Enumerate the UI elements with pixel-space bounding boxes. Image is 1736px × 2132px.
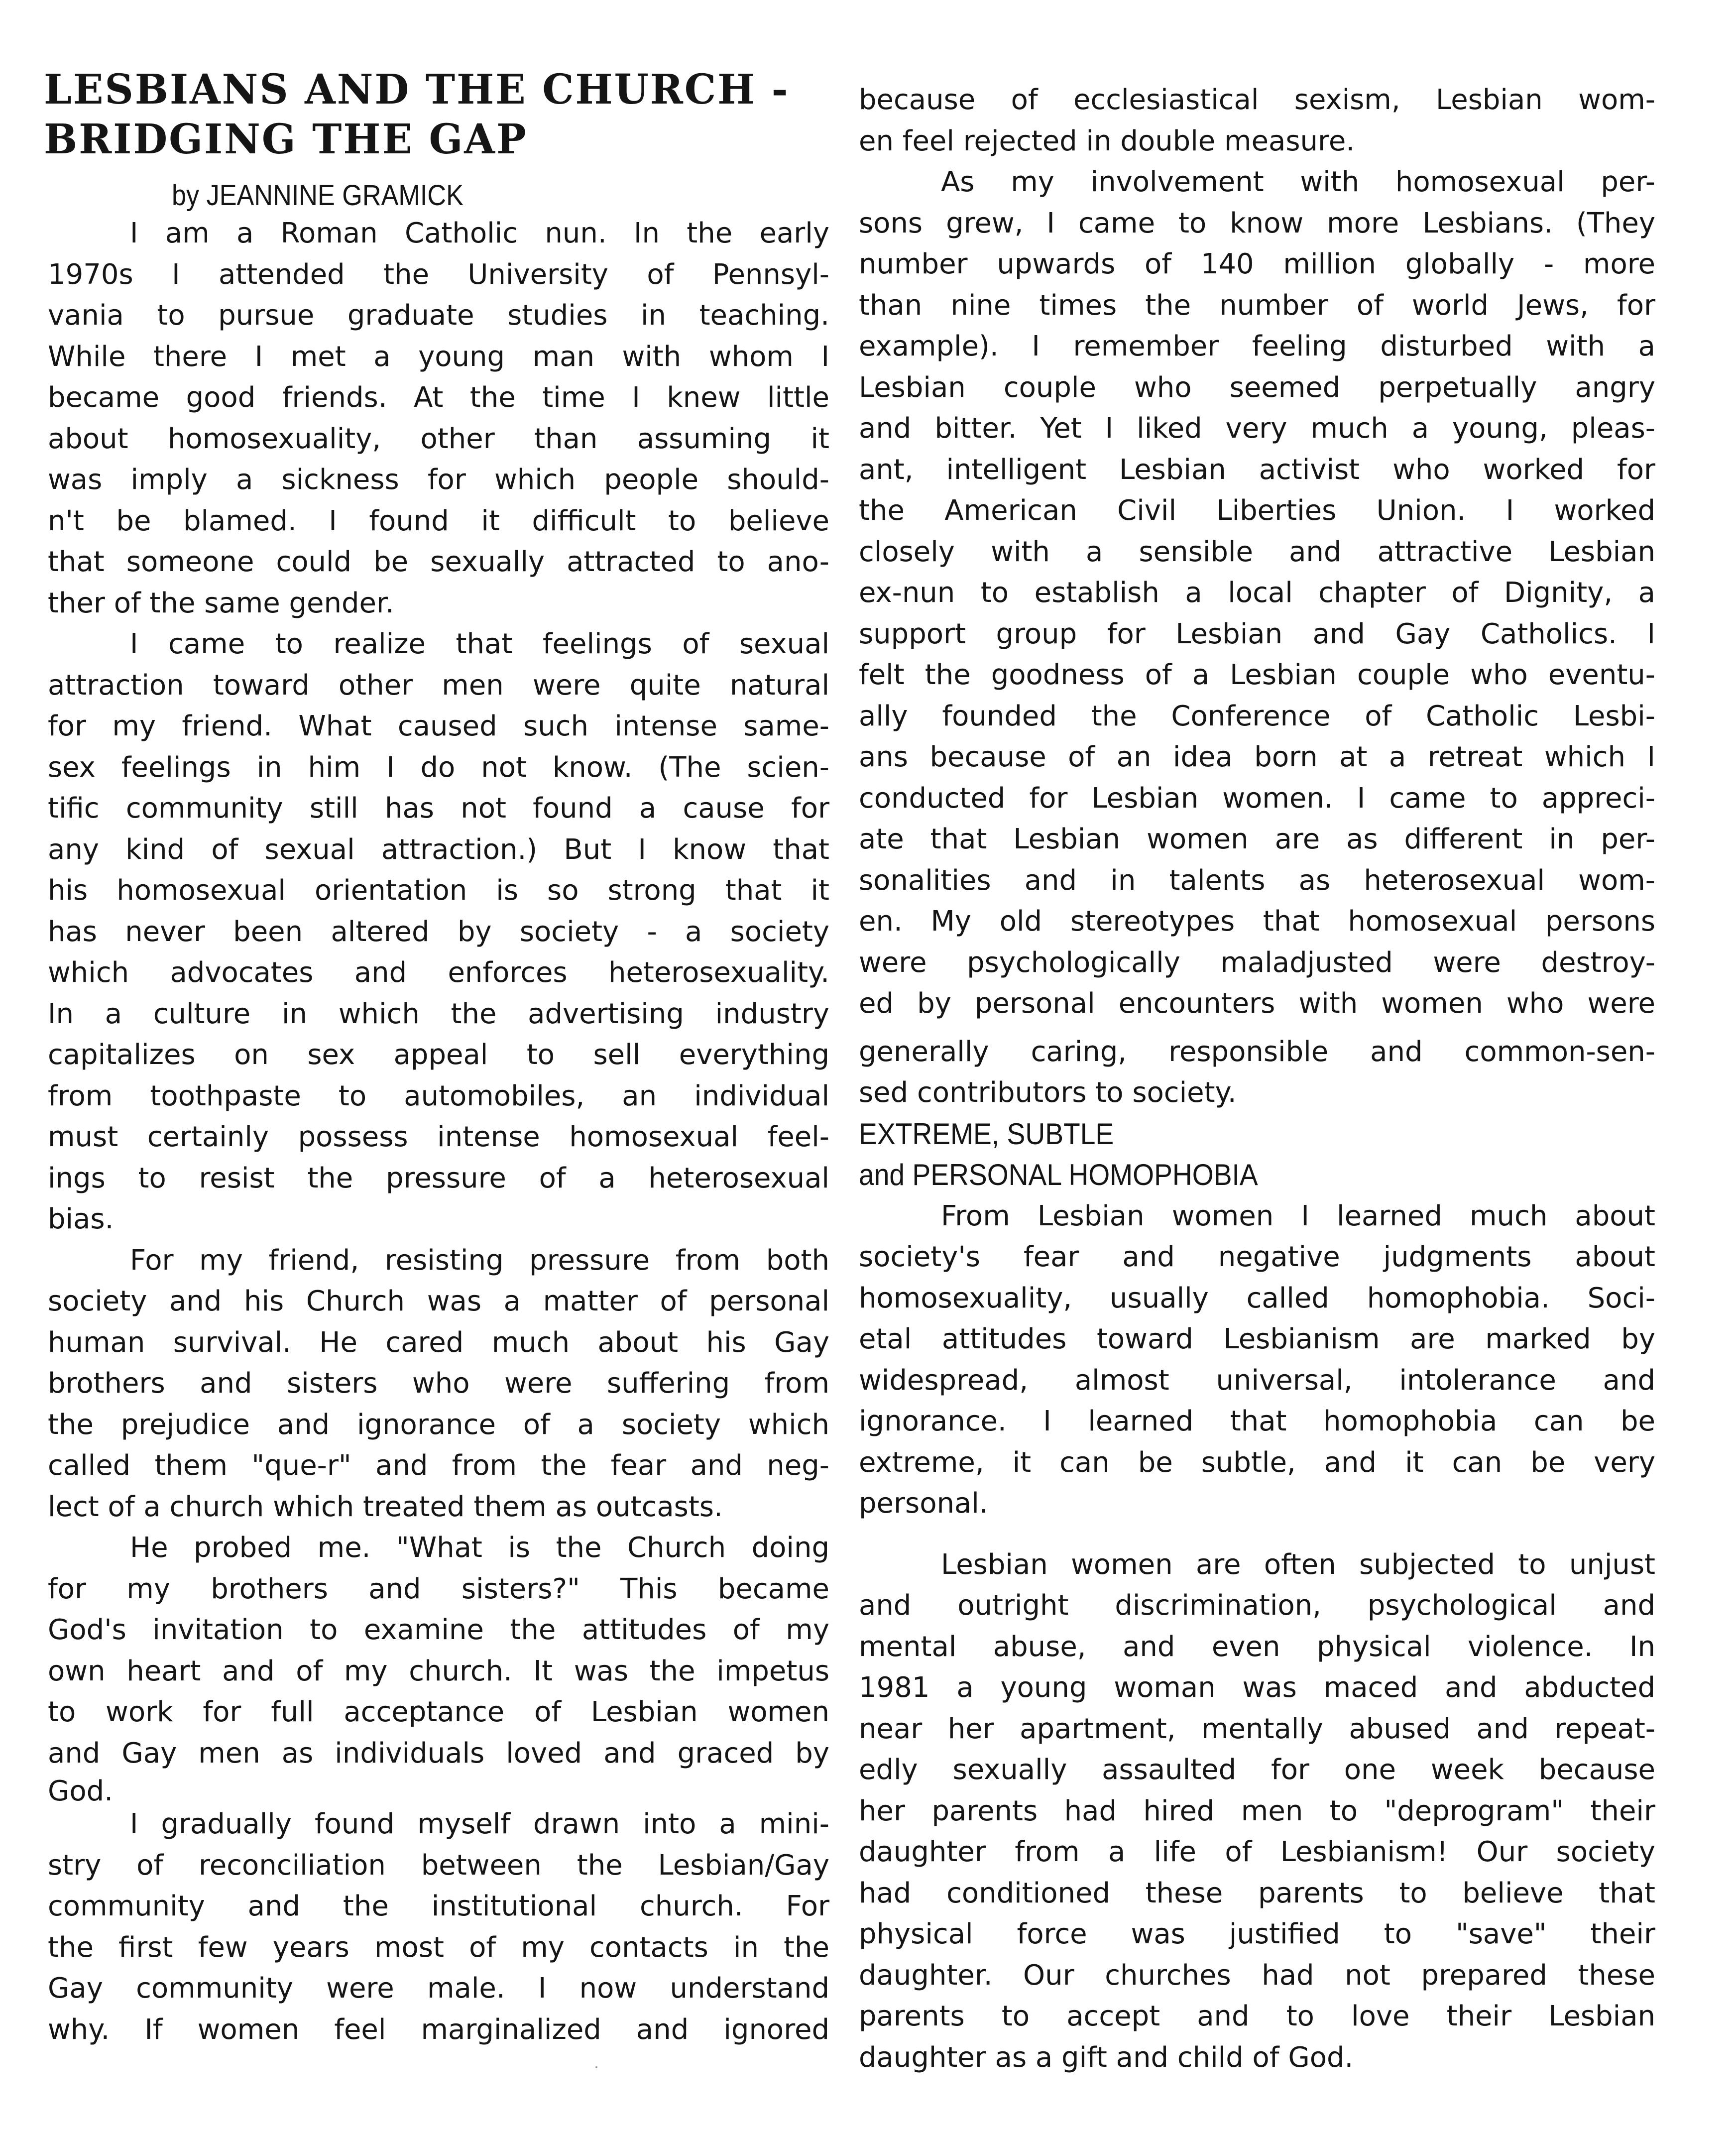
- text-line: and Gay men as individuals loved and graced by: [48, 1737, 829, 1770]
- text-line: brothers and sisters who were suffering from: [48, 1367, 829, 1400]
- text-line: the prejudice and ignorance of a society which: [48, 1408, 829, 1441]
- text-line: that someone could be sexually attracted to ano-: [48, 546, 829, 578]
- paragraph: [859, 1544, 1655, 2079]
- text-line: capitalizes on sex appeal to sell everything: [48, 1039, 829, 1071]
- text-line: sonalities and in talents as heterosexual wom-: [859, 864, 1655, 897]
- text-line: From Lesbian women I learned much about: [941, 1199, 1655, 1232]
- text-line: stry of reconciliation between the Lesbian/Gay: [48, 1849, 829, 1882]
- text-line: Gay community were male. I now understand: [48, 1972, 829, 2005]
- right-column: [859, 80, 1655, 2078]
- spacer: [859, 1525, 1655, 1544]
- text-line: own heart and of my church. It was the impetus: [48, 1655, 829, 1687]
- paragraph: [48, 213, 829, 624]
- text-line: and outright discrimination, psychological and: [859, 1589, 1655, 1622]
- text-line: ate that Lesbian women are as different in per-: [859, 823, 1655, 855]
- text-line: While there I met a young man with whom I: [48, 340, 829, 373]
- paragraph: [48, 1240, 829, 1528]
- text-line: because of ecclesiastical sexism, Lesbian wom-: [859, 84, 1655, 116]
- text-line: must certainly possess intense homosexual feel-: [48, 1121, 829, 1153]
- text-line: her parents had hired men to "deprogram" their: [859, 1794, 1655, 1827]
- paragraph: [859, 1196, 1655, 1525]
- text-line: closely with a sensible and attractive Lesbian: [859, 535, 1655, 568]
- text-line: was imply a sickness for which people should-: [48, 464, 829, 496]
- text-line: ant, intelligent Lesbian activist who worked for: [859, 453, 1655, 486]
- text-line: the first few years most of my contacts in the: [48, 1931, 829, 1964]
- text-line: community and the institutional church. For: [48, 1890, 829, 1922]
- text-line: felt the goodness of a Lesbian couple who eventu-: [859, 659, 1655, 691]
- text-line: society's fear and negative judgments about: [859, 1241, 1655, 1273]
- text-line: any kind of sexual attraction.) But I know that: [48, 833, 829, 866]
- text-line: example). I remember feeling disturbed with a: [859, 330, 1655, 362]
- text-line: human survival. He cared much about his Gay: [48, 1326, 829, 1359]
- text-line: etal attitudes toward Lesbianism are marked by: [859, 1323, 1655, 1355]
- text-line: I gradually found myself drawn into a mini-: [130, 1808, 829, 1840]
- text-line: support group for Lesbian and Gay Catholics. I: [859, 617, 1655, 650]
- text-line: As my involvement with homosexual per-: [941, 166, 1655, 198]
- text-line: daughter as a gift and child of God.: [859, 2041, 1354, 2074]
- text-line: for my brothers and sisters?" This became: [48, 1572, 829, 1605]
- text-line: from toothpaste to automobiles, an individual: [48, 1079, 829, 1112]
- text-line: had conditioned these parents to believe that: [859, 1877, 1655, 1909]
- text-line: In a culture in which the advertising industry: [48, 997, 829, 1030]
- paragraph: [859, 80, 1655, 162]
- text-line: conducted for Lesbian women. I came to appreci-: [859, 782, 1655, 815]
- text-line: 1970s I attended the University of Pennsyl-: [48, 258, 829, 291]
- paragraph: [859, 162, 1655, 1114]
- article-byline: by JEANNINE GRAMICK: [172, 179, 463, 212]
- text-line: Lesbian couple who seemed perpetually angry: [859, 371, 1655, 404]
- text-line: called them "que-r" and from the fear and neg-: [48, 1449, 829, 1482]
- text-line: personal.: [859, 1487, 988, 1520]
- spacer: [859, 1025, 1655, 1032]
- text-line: the American Civil Liberties Union. I worked: [859, 494, 1655, 527]
- text-line: for my friend. What caused such intense same-: [48, 710, 829, 742]
- text-line: physical force was justified to "save" their: [859, 1918, 1655, 1950]
- text-line: and bitter. Yet I liked very much a young, pleas-: [859, 412, 1655, 445]
- text-line: daughter from a life of Lesbianism! Our society: [859, 1836, 1655, 1868]
- left-column: [48, 213, 829, 2050]
- text-line: God's invitation to examine the attitudes of my: [48, 1614, 829, 1646]
- text-line: en feel rejected in double measure.: [859, 124, 1355, 157]
- text-line: en. My old stereotypes that homosexual persons: [859, 905, 1655, 938]
- text-line: He probed me. "What is the Church doing: [130, 1532, 829, 1564]
- subheading-line: EXTREME, SUBTLE: [859, 1117, 1114, 1151]
- paragraph: [48, 624, 829, 1240]
- text-line: n't be blamed. I found it difficult to believe: [48, 504, 829, 537]
- text-line: ed by personal encounters with women who were: [859, 987, 1655, 1020]
- text-line: parents to accept and to love their Lesbian: [859, 2000, 1655, 2032]
- text-line: attraction toward other men were quite natural: [48, 669, 829, 702]
- text-line: near her apartment, mentally abused and repeat-: [859, 1712, 1655, 1745]
- text-line: became good friends. At the time I knew little: [48, 381, 829, 414]
- text-line: ex-nun to establish a local chapter of Dignity, a: [859, 577, 1655, 609]
- scan-speck: [595, 2066, 597, 2068]
- text-line: sons grew, I came to know more Lesbians. (They: [859, 207, 1655, 239]
- text-line: ings to resist the pressure of a heterosexual: [48, 1162, 829, 1194]
- paragraph: [48, 1528, 829, 1804]
- text-line: extreme, it can be subtle, and it can be very: [859, 1446, 1655, 1479]
- text-line: has never been altered by society - a society: [48, 915, 829, 948]
- text-line: his homosexual orientation is so strong that it: [48, 874, 829, 907]
- text-line: daughter. Our churches had not prepared these: [859, 1959, 1655, 1992]
- text-line: society and his Church was a matter of personal: [48, 1285, 829, 1317]
- section-subheading: [859, 1114, 1655, 1196]
- text-line: about homosexuality, other than assuming it: [48, 422, 829, 455]
- text-line: tific community still has not found a cause for: [48, 792, 829, 825]
- text-line: homosexuality, usually called homophobia. Soci-: [859, 1282, 1655, 1314]
- text-line: God.: [48, 1775, 114, 1804]
- text-line: vania to pursue graduate studies in teaching.: [48, 299, 829, 332]
- text-line: mental abuse, and even physical violence. In: [859, 1630, 1655, 1663]
- text-line: widespread, almost universal, intolerance and: [859, 1364, 1655, 1397]
- title-line: BRIDGING THE GAP: [44, 116, 528, 163]
- text-line: were psychologically maladjusted were destroy-: [859, 946, 1655, 979]
- text-line: than nine times the number of world Jews, for: [859, 289, 1655, 322]
- text-line: to work for full acceptance of Lesbian women: [48, 1696, 829, 1728]
- text-line: generally caring, responsible and common-sen-: [859, 1035, 1655, 1068]
- text-line: ignorance. I learned that homophobia can be: [859, 1405, 1655, 1437]
- text-line: which advocates and enforces heterosexuality.: [48, 956, 829, 989]
- text-line: lect of a church which treated them as outcasts.: [48, 1490, 723, 1523]
- subheading-line: and PERSONAL HOMOPHOBIA: [859, 1158, 1258, 1191]
- paragraph: [48, 1804, 829, 2050]
- text-line: I am a Roman Catholic nun. In the early: [130, 217, 829, 249]
- text-line: For my friend, resisting pressure from both: [130, 1244, 829, 1277]
- text-line: ans because of an idea born at a retreat which I: [859, 741, 1655, 773]
- text-line: Lesbian women are often subjected to unjust: [941, 1548, 1655, 1581]
- title-line: LESBIANS AND THE CHURCH -: [44, 66, 790, 114]
- text-line: number upwards of 140 million globally - more: [859, 248, 1655, 280]
- text-line: ally founded the Conference of Catholic Lesbi-: [859, 700, 1655, 732]
- text-line: ther of the same gender.: [48, 587, 394, 619]
- text-line: sed contributors to society.: [859, 1076, 1237, 1109]
- text-line: I came to realize that feelings of sexual: [130, 628, 829, 660]
- article-title: [44, 65, 816, 164]
- text-line: 1981 a young woman was maced and abducted: [859, 1671, 1655, 1704]
- text-line: why. If women feel marginalized and ignored: [48, 2013, 829, 2046]
- text-line: sex feelings in him I do not know. (The scien-: [48, 751, 829, 784]
- text-line: bias.: [48, 1203, 114, 1235]
- text-line: edly sexually assaulted for one week because: [859, 1754, 1655, 1786]
